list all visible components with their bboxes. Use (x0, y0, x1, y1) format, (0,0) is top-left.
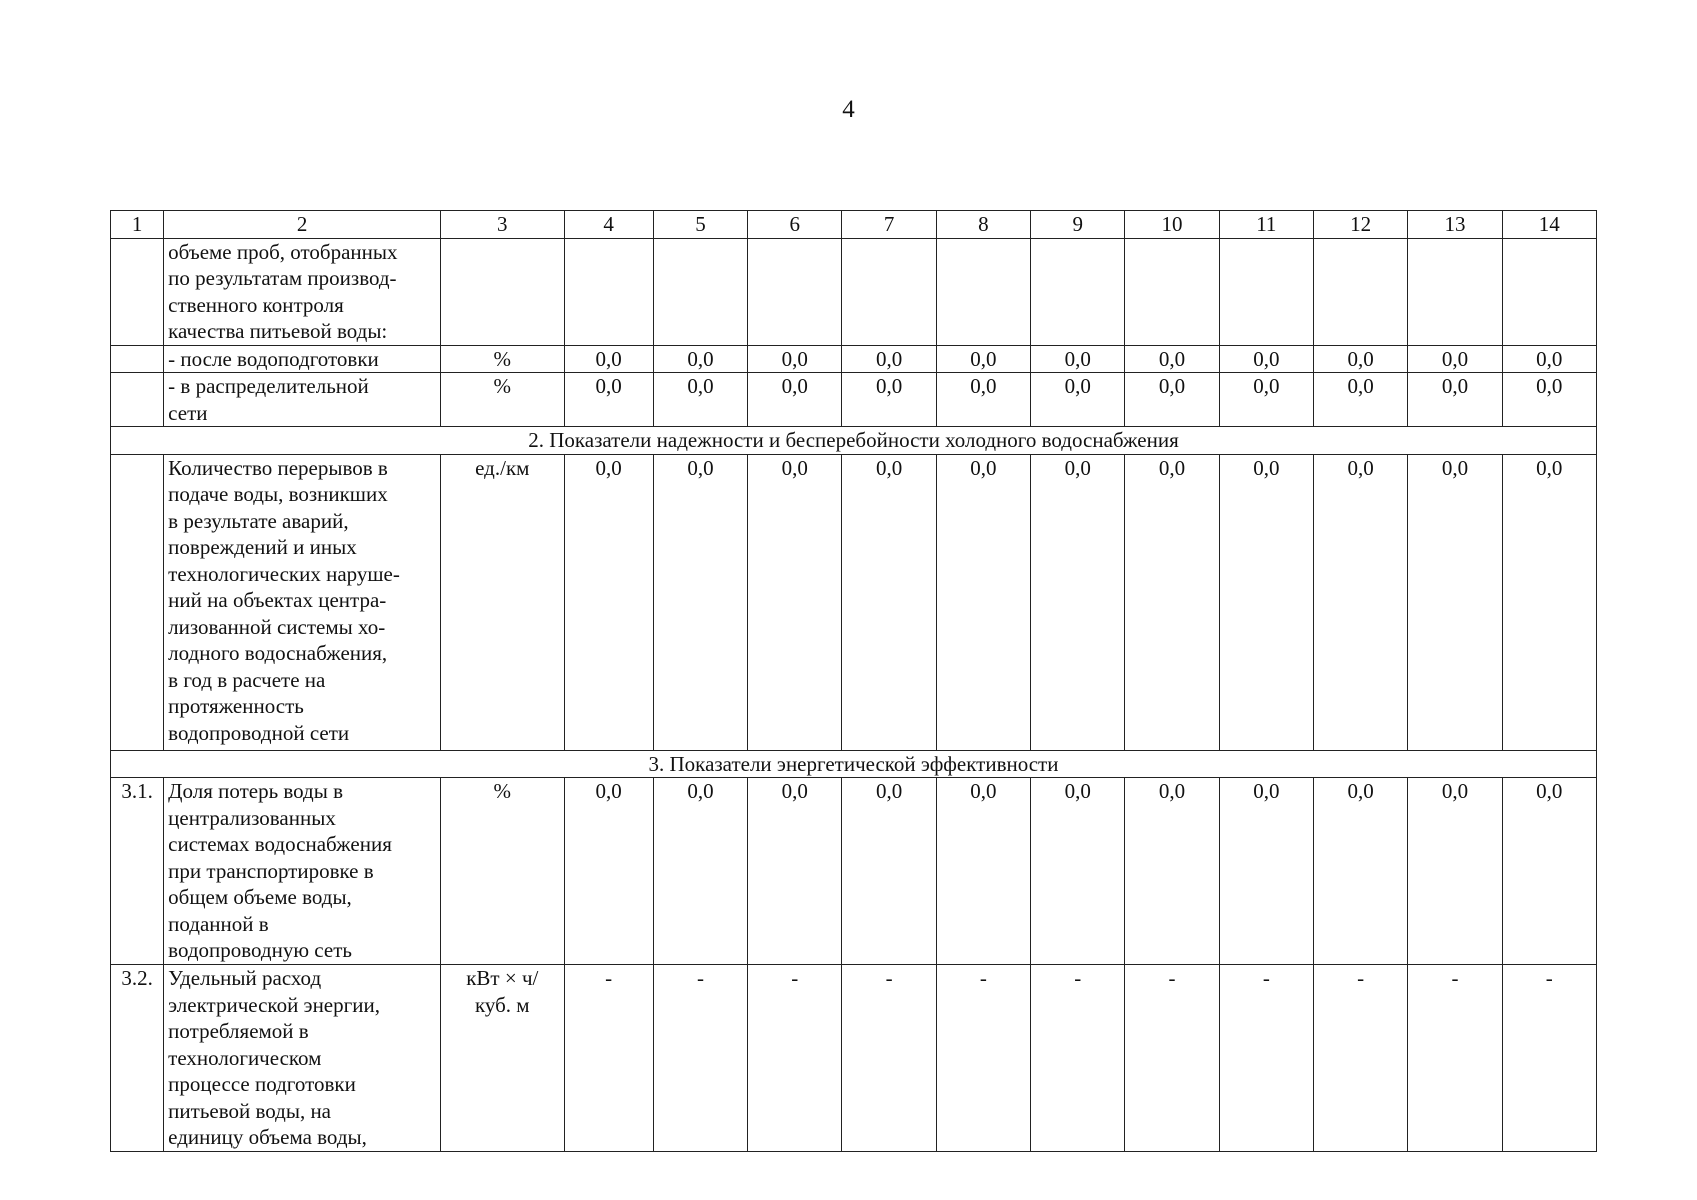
value-cell (1313, 238, 1407, 345)
unit-cell (441, 345, 564, 373)
column-number-7: 7 (842, 211, 936, 239)
value-cell: 0,0 (1031, 345, 1125, 373)
column-number-3: 3 (441, 211, 564, 239)
unit-line: % (493, 779, 512, 803)
value-cell (936, 238, 1030, 345)
value-cell: - (1125, 965, 1219, 1152)
indicator-name (164, 345, 441, 373)
table-row (111, 345, 1597, 373)
column-number-row (111, 211, 1597, 239)
column-number-13: 13 (1408, 211, 1502, 239)
unit-cell (441, 778, 564, 965)
indicator-name-line: по результатам производ- (168, 266, 397, 290)
value-cell: - (1313, 965, 1407, 1152)
table-row (111, 238, 1597, 345)
value-cell: 0,0 (1502, 454, 1596, 750)
indicator-name-line: Доля потерь воды в (168, 779, 344, 803)
column-number-2: 2 (164, 211, 441, 239)
indicator-name-line: лизованной системы хо- (168, 614, 386, 639)
indicator-name (164, 454, 441, 750)
table-row (111, 965, 1597, 1152)
indicator-name-line: протяженность (168, 694, 304, 718)
section-row (111, 427, 1597, 455)
value-cell (1125, 238, 1219, 345)
column-number-5: 5 (653, 211, 747, 239)
column-number-4: 4 (564, 211, 653, 239)
section-title: 3. Показатели энергетической эффективности (111, 750, 1597, 778)
value-cell: 0,0 (1408, 373, 1502, 427)
column-number-6: 6 (748, 211, 842, 239)
value-cell: 0,0 (653, 454, 747, 750)
value-cell: - (1219, 965, 1313, 1152)
row-number: 3.2. (111, 965, 164, 1152)
indicator-name-line: - в распределительной (168, 374, 369, 398)
column-number-14: 14 (1502, 211, 1596, 239)
value-cell: - (1502, 965, 1596, 1152)
indicators-table (110, 210, 1597, 1152)
value-cell: - (564, 965, 653, 1152)
value-cell: - (1031, 965, 1125, 1152)
unit-line: куб. м (474, 992, 530, 1017)
indicator-name-line: сети (168, 400, 208, 425)
column-number-12: 12 (1313, 211, 1407, 239)
value-cell: 0,0 (1313, 778, 1407, 965)
value-cell: 0,0 (1408, 778, 1502, 965)
row-number: 3.1. (111, 778, 164, 965)
value-cell (653, 238, 747, 345)
indicator-name-line: качества питьевой воды: (168, 319, 388, 343)
value-cell (1219, 238, 1313, 345)
value-cell: 0,0 (1502, 345, 1596, 373)
page-number: 4 (842, 96, 855, 123)
value-cell: 0,0 (1313, 373, 1407, 427)
indicator-name-line: поданной в (168, 911, 269, 936)
row-number (111, 238, 164, 345)
value-cell: 0,0 (1031, 778, 1125, 965)
indicator-name (164, 965, 441, 1152)
indicator-name-line: питьевой воды, на (168, 1098, 332, 1123)
indicator-name-line: лодного водоснабжения, (168, 641, 388, 665)
indicator-name-line: ний на объектах центра- (168, 588, 387, 612)
value-cell: 0,0 (564, 778, 653, 965)
value-cell: 0,0 (1125, 345, 1219, 373)
value-cell: 0,0 (936, 454, 1030, 750)
unit-cell (441, 238, 564, 345)
value-cell: 0,0 (842, 778, 936, 965)
indicator-name-line: технологических наруше- (168, 561, 400, 586)
value-cell: 0,0 (842, 373, 936, 427)
value-cell: 0,0 (748, 345, 842, 373)
value-cell (1031, 238, 1125, 345)
column-number-11: 11 (1219, 211, 1313, 239)
value-cell: 0,0 (564, 454, 653, 750)
value-cell: 0,0 (842, 345, 936, 373)
indicator-name-line: - после водоподготовки (168, 346, 379, 371)
indicator-name-line: общем объеме воды, (168, 885, 352, 909)
indicator-name-line: Количество перерывов в (168, 455, 388, 480)
value-cell: 0,0 (653, 373, 747, 427)
value-cell: 0,0 (842, 454, 936, 750)
table-row (111, 373, 1597, 427)
indicator-name-line: в год в расчете на (168, 667, 326, 692)
value-cell (1502, 238, 1596, 345)
indicator-name-line: в результате аварий, (168, 508, 349, 533)
value-cell: 0,0 (1313, 345, 1407, 373)
value-cell: - (936, 965, 1030, 1152)
indicator-name-line: потребляемой в (168, 1019, 309, 1043)
indicator-name-line: повреждений и иных (168, 535, 357, 559)
indicator-name-line: процессе подготовки (168, 1072, 356, 1096)
indicator-name-line: единицу объема воды, (168, 1125, 367, 1149)
value-cell: 0,0 (936, 345, 1030, 373)
indicator-name-line: ственного контроля (168, 292, 344, 317)
table-body (111, 238, 1597, 1151)
value-cell: - (1408, 965, 1502, 1152)
value-cell: 0,0 (564, 345, 653, 373)
value-cell: 0,0 (936, 373, 1030, 427)
value-cell: 0,0 (564, 373, 653, 427)
indicator-name (164, 778, 441, 965)
value-cell: 0,0 (1125, 778, 1219, 965)
row-number (111, 345, 164, 373)
value-cell: 0,0 (653, 778, 747, 965)
value-cell: 0,0 (1408, 454, 1502, 750)
indicator-name (164, 238, 441, 345)
value-cell: 0,0 (1031, 373, 1125, 427)
value-cell (748, 238, 842, 345)
section-row (111, 750, 1597, 778)
column-number-10: 10 (1125, 211, 1219, 239)
value-cell: - (842, 965, 936, 1152)
value-cell: 0,0 (653, 345, 747, 373)
value-cell: 0,0 (1031, 454, 1125, 750)
column-number-1: 1 (111, 211, 164, 239)
value-cell: 0,0 (1502, 373, 1596, 427)
indicator-name-line: электрической энергии, (168, 992, 380, 1017)
section-title: 2. Показатели надежности и бесперебойности холодного водоснабжения (111, 427, 1597, 455)
value-cell: 0,0 (1408, 345, 1502, 373)
table-row (111, 778, 1597, 965)
value-cell: 0,0 (1219, 373, 1313, 427)
value-cell: 0,0 (748, 373, 842, 427)
value-cell: - (653, 965, 747, 1152)
indicator-name-line: при транспортировке в (168, 858, 374, 883)
value-cell (842, 238, 936, 345)
indicator-name-line: водопроводную сеть (168, 938, 352, 962)
column-number-9: 9 (1031, 211, 1125, 239)
value-cell: 0,0 (1219, 454, 1313, 750)
value-cell: 0,0 (1502, 778, 1596, 965)
indicator-name-line: подаче воды, возникших (168, 482, 388, 506)
column-number-8: 8 (936, 211, 1030, 239)
unit-line: кВт × ч/ (466, 966, 539, 990)
unit-cell (441, 965, 564, 1152)
row-number (111, 373, 164, 427)
indicator-name-line: водопроводной сети (168, 720, 350, 745)
indicator-name-line: технологическом (168, 1045, 322, 1070)
value-cell: 0,0 (1313, 454, 1407, 750)
unit-cell (441, 373, 564, 427)
value-cell (1408, 238, 1502, 345)
indicator-name-line: системах водоснабжения (168, 832, 392, 856)
indicator-name (164, 373, 441, 427)
value-cell: 0,0 (748, 778, 842, 965)
unit-line: % (493, 346, 512, 371)
value-cell: 0,0 (936, 778, 1030, 965)
value-cell: 0,0 (1219, 345, 1313, 373)
table-row (111, 454, 1597, 750)
value-cell: 0,0 (1125, 454, 1219, 750)
indicator-name-line: объеме проб, отобранных (168, 239, 398, 264)
indicator-name-line: централизованных (168, 805, 336, 830)
unit-line: ед./км (475, 455, 530, 480)
value-cell: 0,0 (748, 454, 842, 750)
value-cell: 0,0 (1125, 373, 1219, 427)
unit-line: % (493, 374, 512, 398)
value-cell (564, 238, 653, 345)
value-cell: - (748, 965, 842, 1152)
indicator-name-line: Удельный расход (168, 966, 322, 990)
value-cell: 0,0 (1219, 778, 1313, 965)
row-number (111, 454, 164, 750)
unit-cell (441, 454, 564, 750)
